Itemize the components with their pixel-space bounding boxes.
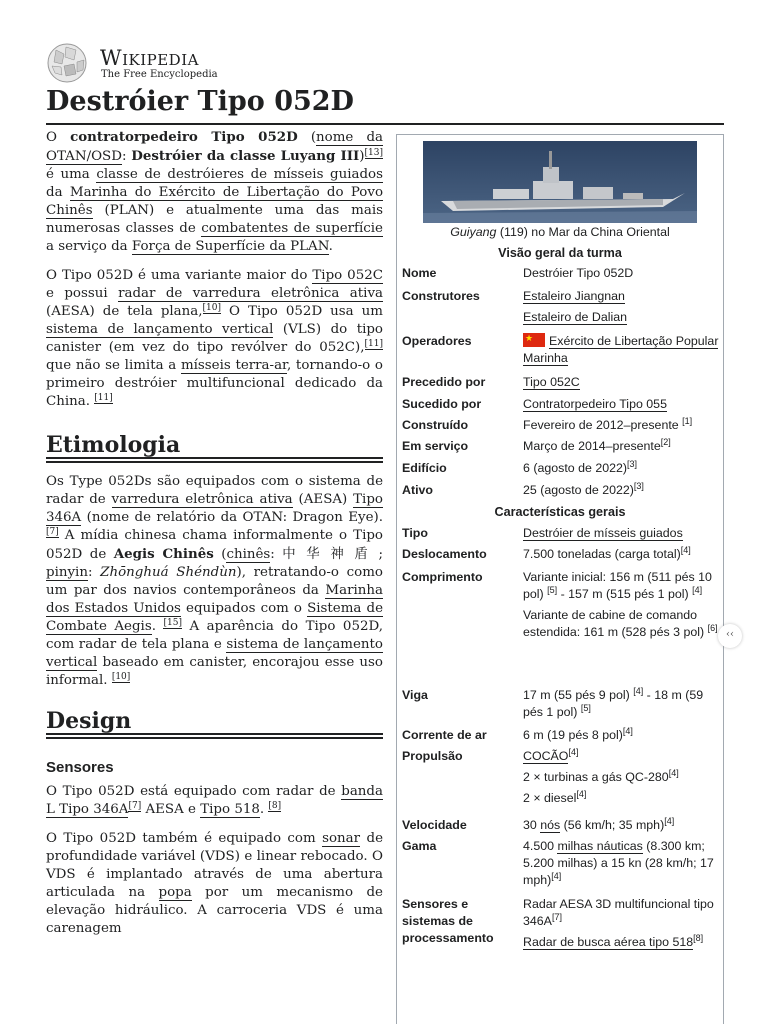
expand-toggle-button[interactable]: ‹‹ bbox=[718, 624, 742, 648]
link-popa[interactable]: popa bbox=[158, 885, 192, 900]
link-tipo-052c-box[interactable]: Tipo 052C bbox=[523, 375, 580, 389]
infobox-section-overview: Visão geral da turma bbox=[498, 246, 622, 260]
ref-15[interactable]: [15] bbox=[163, 617, 182, 628]
ref-7b[interactable]: [7] bbox=[128, 800, 142, 811]
site-header bbox=[44, 42, 344, 86]
ref-10b[interactable]: [10] bbox=[111, 671, 131, 682]
link-cocao[interactable]: COCÃO bbox=[523, 749, 569, 763]
link-banda-l[interactable]: banda L Tipo 346A bbox=[46, 784, 383, 817]
intro-paragraph-2: O Tipo 052D é uma variante maior do Tipo 052C e possui radar de varredura eletrônica ativa (AESA) de tela plana,[10] O Tipo 052D usa um sistema de lançamento vertical (VLS) do tipo canister (em vez do tipo revólver do 052C),[11] que não se limita a mísseis terra-ar, tornando-o o primeiro destróier multifuncional dedicado da China. [11] bbox=[46, 268, 383, 409]
link-estaleiro-dalian[interactable]: Estaleiro de Dalian bbox=[523, 310, 628, 324]
photo-caption: Guiyang (119) no Mar da China Oriental bbox=[450, 225, 670, 239]
wikipedia-globe-logo[interactable] bbox=[44, 42, 92, 84]
title-divider bbox=[46, 123, 724, 125]
link-aegis[interactable]: Sistema de Combate Aegis bbox=[46, 601, 384, 634]
link-radar-aesa[interactable]: radar de varredura eletrônica ativa bbox=[118, 286, 383, 301]
infobox: Guiyang (119) no Mar da China Oriental Visão geral da turma Nome Destróier Tipo 052D Construtores Estaleiro Jiangnan Estaleiro de Dalian Operadores ★ Exército de Libertação Popular Marinha Precedido por Tipo 052C Sucedido por Contratorpedeiro Tipo 055 Construído Fevereiro de 2012–presente [1] Em serviço Março de 2014–presente[2] Edifício 6 (agosto de 2022)[3] Ativo 25 (agosto de 2022)[3] Características gerais Tipo Destróier de mísseis guiados Deslocamento 7.500 toneladas (carga total)[4] Comprimento Variante inicial: 156 m (511 pés 10 pol) [5] - 157 m (515 pés 1 pol) [4] Variante de cabine de comando estendida: 161 m (528 pés 3 pol) [6] Viga 17 m (55 pés 9 pol) [4] - 18 m (59 pés 1 pol) [5] Corrente de ar 6 m (19 pés 8 pol)[4] Propulsão COCÃO[4] 2 × turbinas a gás QC-280[4] 2 × diesel[4] Velocidade 30 nós (56 km/h; 35 mph)[4] Gama 4.500 milhas náuticas (8.300 km; 5.200 milhas) a 15 kn (28 km/h; 17 mph)[4] Sensores e sistemas de processamento Radar AESA 3D multifuncional tipo 346A[7] Radar de busca aérea tipo 518[8] bbox=[396, 134, 724, 1024]
ref-8[interactable]: [8] bbox=[268, 800, 282, 811]
link-varredura[interactable]: varredura eletrônica ativa bbox=[111, 492, 293, 507]
link-nome-otan[interactable]: nome da OTAN/OSD bbox=[46, 130, 383, 164]
link-pinyin[interactable]: pinyin bbox=[46, 565, 88, 580]
ref-11b[interactable]: [11] bbox=[94, 392, 113, 403]
heading-design: Design bbox=[46, 708, 132, 734]
link-sonar[interactable]: sonar bbox=[322, 831, 361, 846]
link-chines[interactable]: chinês bbox=[226, 547, 271, 562]
ship-photo[interactable] bbox=[423, 141, 697, 223]
etimologia-paragraph: Os Type 052Ds são equipados com o sistema de radar de varredura eletrônica ativa (AESA) Tipo 346A (nome de relatório da OTAN: Dragon Eye). [7] A mídia chinesa chama informalmente o Tipo 052D de Aegis Chinês (chinês: 中 华 神 盾 ; pinyin: Zhōnghuá Shéndùn), retratando-o como um par dos navios contemporâneos da Marinha dos Estados Unidos equipados com o Sistema de Combate Aegis. [15] A aparência do Tipo 052D, com radar de tela plana e sistema de lançamento vertical baseado em canister, encorajou esse uso informal. [10] bbox=[46, 474, 384, 688]
heading-etimologia: Etimologia bbox=[46, 432, 181, 458]
link-pla-navy[interactable]: Exército de Libertação Popular Marinha bbox=[523, 334, 719, 365]
link-milhas-nauticas[interactable]: milhas náuticas bbox=[557, 839, 643, 853]
sensores-paragraph-1: O Tipo 052D está equipado com radar de banda L Tipo 346A[7] AESA e Tipo 518. [8] bbox=[46, 784, 383, 817]
china-flag-icon bbox=[523, 333, 545, 347]
link-forca-superficie[interactable]: Força de Superfície da PLAN bbox=[131, 239, 329, 254]
ref-10[interactable]: [10] bbox=[202, 302, 222, 313]
wikipedia-tagline: The Free Encyclopedia bbox=[101, 69, 218, 80]
ref-13[interactable]: [13] bbox=[364, 147, 383, 158]
heading-sensores: Sensores bbox=[46, 759, 114, 776]
link-combatentes-superficie[interactable]: combatentes de superfície bbox=[201, 221, 383, 236]
ref-7[interactable]: [7] bbox=[46, 526, 59, 537]
link-destroier-misseis[interactable]: Destróier de mísseis guiados bbox=[523, 526, 683, 540]
link-tipo-518[interactable]: Tipo 518 bbox=[200, 802, 260, 817]
wikipedia-wordmark[interactable]: Wikipedia bbox=[100, 46, 199, 70]
link-marinha-elp[interactable]: Marinha do Exército de Libertação do Povo Chinês bbox=[46, 185, 384, 218]
link-tipo-052c[interactable]: Tipo 052C bbox=[312, 268, 383, 283]
page-title: Destróier Tipo 052D bbox=[46, 86, 354, 117]
article-body bbox=[46, 128, 383, 949]
link-tipo-055[interactable]: Contratorpedeiro Tipo 055 bbox=[523, 397, 667, 411]
link-estaleiro-jiangnan[interactable]: Estaleiro Jiangnan bbox=[523, 289, 625, 303]
link-vls[interactable]: sistema de lançamento vertical bbox=[46, 322, 274, 337]
link-tipo-346a[interactable]: Tipo 346A bbox=[46, 492, 383, 525]
link-nos[interactable]: nós bbox=[540, 818, 561, 832]
link-marinha-eua[interactable]: Marinha dos Estados Unidos bbox=[46, 583, 383, 616]
link-radar-518[interactable]: Radar de busca aérea tipo 518 bbox=[523, 935, 694, 949]
infobox-section-characteristics: Características gerais bbox=[494, 505, 626, 519]
ref-11[interactable]: [11] bbox=[364, 338, 383, 349]
intro-paragraph-1: O contratorpedeiro Tipo 052D (nome da OTAN/OSD: Destróier da classe Luyang III)[13] é uma classe de destróieres de mísseis guiados da Marinha do Exército de Libertação do Povo Chinês (PLAN) e atualmente uma das mais numerosas classes de combatentes de superfície a serviço da Força de Superfície da PLAN. bbox=[46, 129, 384, 254]
link-classe-destroieres[interactable]: classe de destróieres de mísseis guiados bbox=[96, 167, 383, 182]
link-misseis-terra-ar[interactable]: mísseis terra-ar bbox=[180, 358, 287, 373]
link-vls-2[interactable]: sistema de lançamento vertical bbox=[46, 637, 383, 670]
sensores-paragraph-2: O Tipo 052D também é equipado com sonar de profundidade variável (VDS) e linear rebocado. O VDS é implantado através de uma abertura articulada na popa por um mecanismo de elevação hidráulico. A carroceria VDS é uma carenagem bbox=[46, 831, 383, 936]
